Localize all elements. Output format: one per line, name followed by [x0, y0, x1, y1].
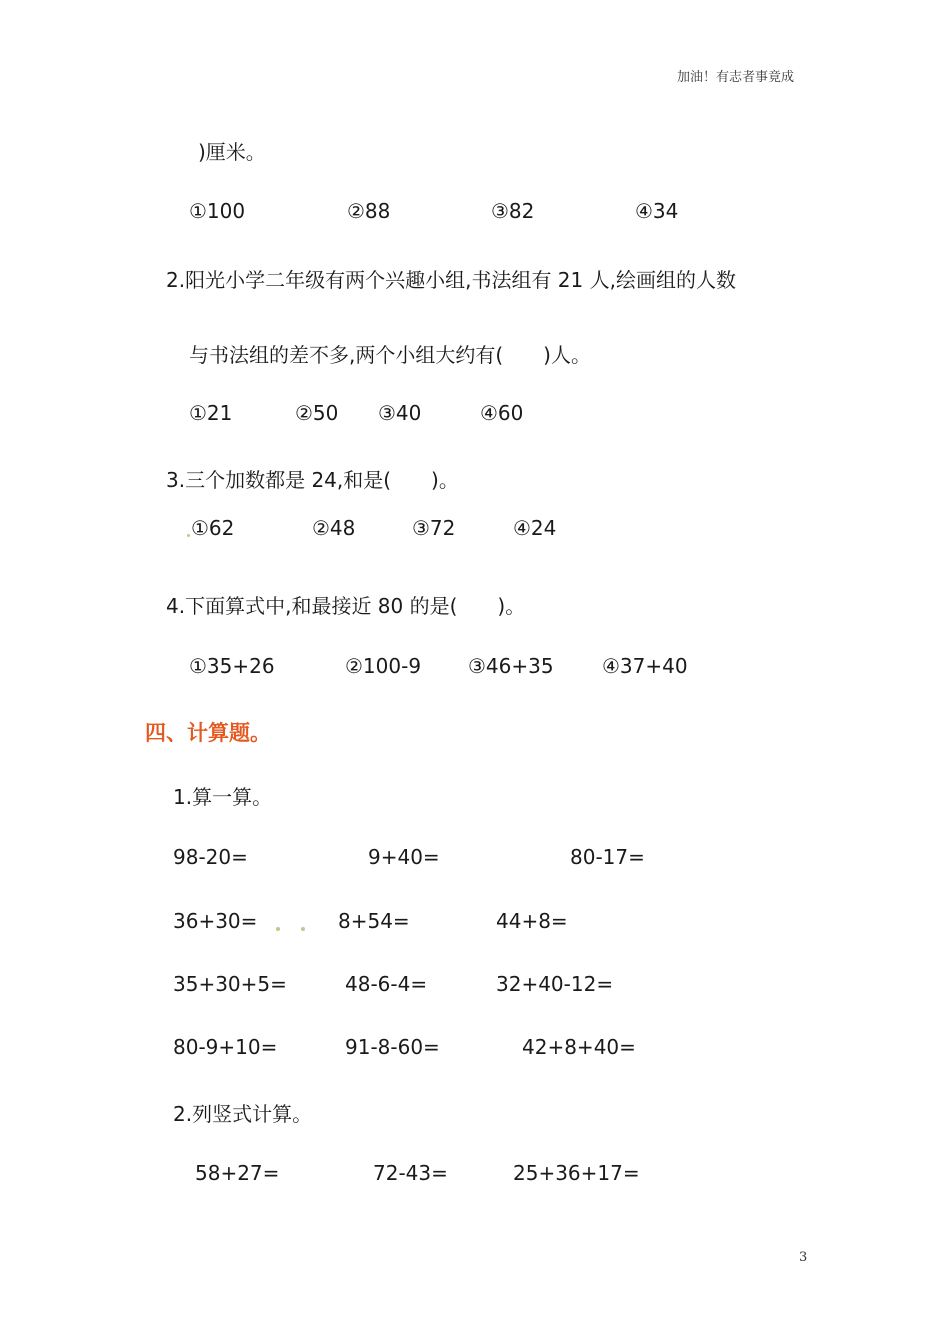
q3-option-1: ①62: [191, 516, 235, 540]
calc-r1-c3: 80-17=: [570, 845, 645, 869]
q1-option-3: ③82: [491, 199, 535, 223]
calc-r3-c3: 32+40-12=: [496, 972, 614, 996]
sub-question-2: 2.列竖式计算。: [173, 1102, 313, 1126]
q2-option-2: ②50: [295, 401, 339, 425]
vertical-calc-3: 25+36+17=: [513, 1161, 640, 1185]
calc-r4-c2: 91-8-60=: [345, 1035, 440, 1059]
calc-r4-c1: 80-9+10=: [173, 1035, 278, 1059]
q4-option-1: ①35+26: [189, 654, 275, 678]
q3-option-4: ④24: [513, 516, 557, 540]
section-title: 四、计算题。: [145, 721, 271, 745]
calc-r2-c3: 44+8=: [496, 909, 568, 933]
calc-r4-c3: 42+8+40=: [522, 1035, 636, 1059]
q2-line1: 2.阳光小学二年级有两个兴趣小组,书法组有 21 人,绘画组的人数: [166, 268, 736, 292]
calc-r1-c1: 98-20=: [173, 845, 248, 869]
q4-text: 4.下面算式中,和最接近 80 的是( )。: [166, 594, 526, 618]
q3-option-2: ②48: [312, 516, 356, 540]
q1-tail: )厘米。: [198, 140, 266, 164]
page-number: 3: [799, 1250, 808, 1265]
calc-r3-c2: 48-6-4=: [345, 972, 428, 996]
q4-option-3: ③46+35: [468, 654, 554, 678]
header-motto: 加油！有志者事竟成: [677, 70, 795, 85]
vertical-calc-1: 58+27=: [195, 1161, 280, 1185]
q4-option-2: ②100-9: [345, 654, 422, 678]
q1-option-4: ④34: [635, 199, 679, 223]
calc-r2-c1: 36+30=: [173, 909, 258, 933]
q4-option-4: ④37+40: [602, 654, 688, 678]
calc-r1-c2: 9+40=: [368, 845, 440, 869]
q3-text: 3.三个加数都是 24,和是( )。: [166, 468, 459, 492]
decorative-dot: [276, 927, 280, 931]
decorative-dot: [187, 534, 190, 537]
q2-option-4: ④60: [480, 401, 524, 425]
decorative-dot: [301, 927, 305, 931]
sub-question-1: 1.算一算。: [173, 785, 273, 809]
calc-r3-c1: 35+30+5=: [173, 972, 287, 996]
calc-r2-c2: 8+54=: [338, 909, 410, 933]
q3-option-3: ③72: [412, 516, 456, 540]
q2-option-3: ③40: [378, 401, 422, 425]
q2-line2: 与书法组的差不多,两个小组大约有( )人。: [189, 343, 591, 367]
q1-option-2: ②88: [347, 199, 391, 223]
vertical-calc-2: 72-43=: [373, 1161, 448, 1185]
q1-option-1: ①100: [189, 199, 246, 223]
q2-option-1: ①21: [189, 401, 233, 425]
